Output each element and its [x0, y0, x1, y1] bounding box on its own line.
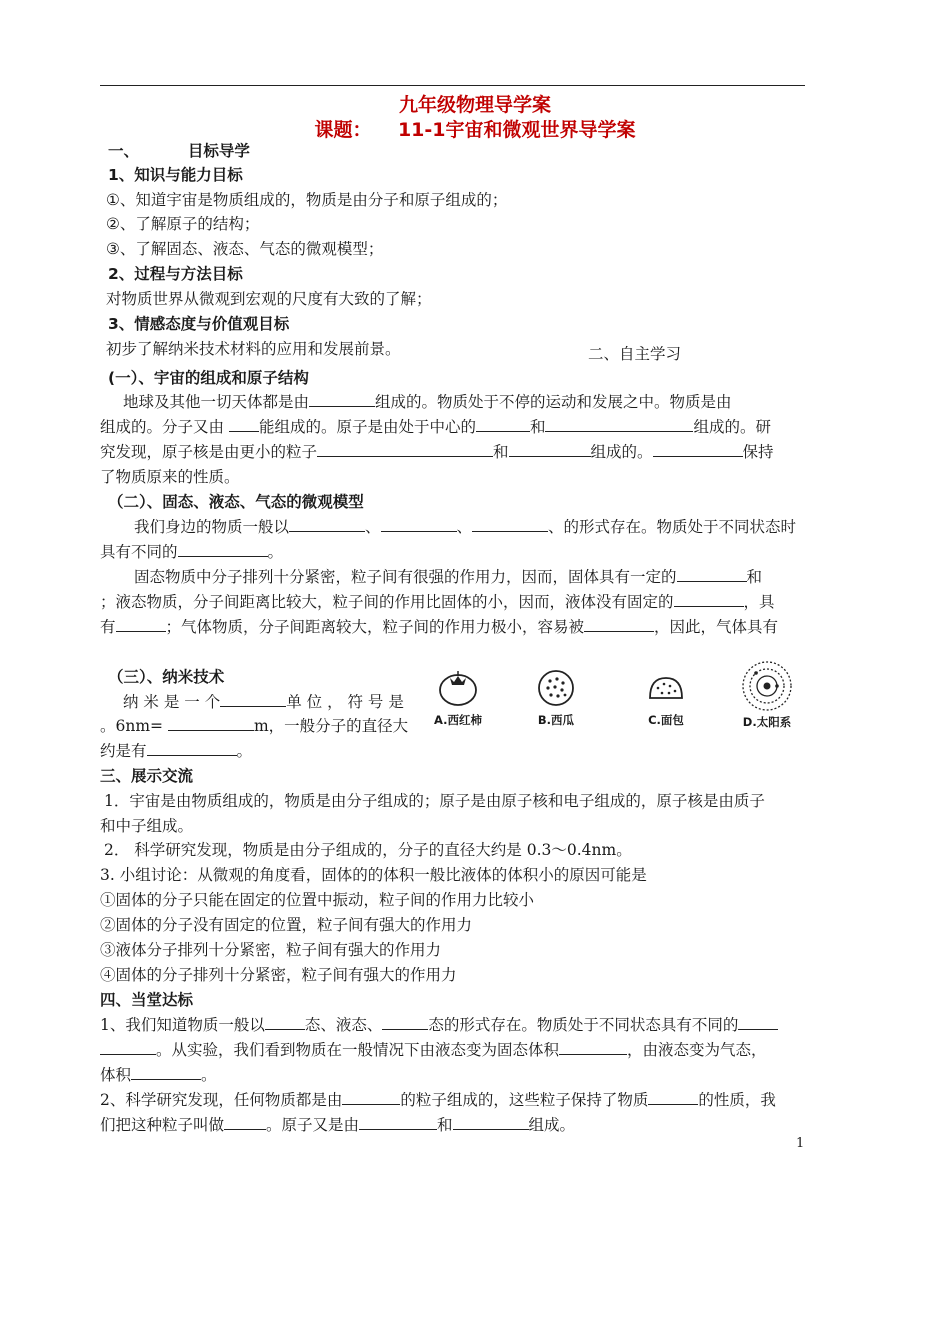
blank[interactable] — [674, 592, 744, 607]
section3-line3: 2． 科学研究发现，物质是由分子组成的，分子的直径大约是 0.3～0.4nm。 — [104, 841, 632, 859]
figure-tomato — [418, 666, 498, 728]
part-b-heading: （二）、固态、液态、气态的微观模型 — [108, 493, 364, 511]
page-title: 九年级物理导学案 — [398, 94, 551, 116]
section4-q1-line1: 1、我们知道物质一般以 态、液态、 态的形式存在。物质处于不同状态具有不同的 — [100, 1013, 810, 1037]
blank[interactable] — [289, 517, 365, 532]
watermelon-icon — [530, 666, 582, 710]
part-c-line1: 纳 米 是 一 个 单 位 ， 符 号 是 — [123, 693, 404, 711]
blank[interactable] — [309, 392, 375, 407]
part-b-line4: ；液态物质，分子间距离比较大，粒子间的作用比固体的小，因而，液体没有固定的 ，具 — [100, 593, 775, 611]
section3-heading: 三、展示交流 — [100, 767, 194, 785]
section1-heading — [108, 139, 818, 163]
section4-q1-line2: 。从实验，我们看到物质在一般情况下由液态变为固态体积 ，由液态变为气态， — [100, 1038, 810, 1062]
section3-line2: 和中子组成。 — [100, 817, 194, 835]
blank[interactable] — [472, 517, 548, 532]
process-goal-1: 对物质世界从微观到宏观的尺度有大致的了解； — [106, 290, 432, 308]
tomato-icon — [432, 666, 484, 710]
section3-line1: 1．宇宙是由物质组成的，物质是由分子组成的；原子是由原子核和电子组成的，原子核是由质子 — [104, 792, 765, 810]
section2-heading: 二、自主学习 — [588, 345, 682, 363]
blank[interactable] — [382, 1015, 428, 1030]
section1-number: 一、 — [108, 142, 140, 160]
bread-icon — [640, 666, 692, 710]
part-a-line4: 了物质原来的性质。 — [100, 468, 240, 486]
top-rule — [100, 85, 805, 86]
blank[interactable] — [559, 1040, 627, 1055]
blank[interactable] — [677, 567, 747, 582]
blank[interactable] — [653, 442, 743, 457]
blank[interactable] — [359, 1115, 437, 1130]
attitude-goal-1: 初步了解纳米技术材料的应用和发展前景。 — [106, 340, 401, 358]
blank[interactable] — [229, 417, 259, 432]
figure-caption: D.太阳系 — [742, 715, 792, 729]
blank[interactable] — [224, 1115, 266, 1130]
part-a-line2: 组成的。分子又由 能组成的。原子是由处于中心的 和 组成的。研 — [100, 418, 771, 436]
section4-q2-line1: 2、科学研究发现，任何物质都是由 的粒子组成的，这些粒子保持了物质 的性质，我 — [100, 1091, 776, 1109]
section3-option4: ④固体的分子排列十分紧密，粒子间有强大的作用力 — [100, 966, 457, 984]
blank[interactable] — [584, 617, 654, 632]
process-goal-heading: 2、过程与方法目标 — [108, 265, 243, 283]
part-c-line3: 约是有 。 — [100, 742, 253, 760]
blank[interactable] — [545, 417, 693, 432]
part-c-line2: 。6nm= m，一般分子的直径大 — [100, 717, 409, 735]
knowledge-goal-3: ③、了解固态、液态、气态的微观模型； — [106, 240, 384, 258]
figure-caption: C.面包 — [648, 713, 684, 727]
section4-heading: 四、当堂达标 — [100, 991, 194, 1009]
knowledge-goal-2: ②、了解原子的结构； — [106, 215, 260, 233]
blank[interactable] — [738, 1015, 778, 1030]
section1-title: 目标导学 — [187, 142, 250, 160]
knowledge-goal-heading: 1、知识与能力目标 — [108, 166, 243, 184]
blank[interactable] — [342, 1090, 400, 1105]
blank[interactable] — [116, 617, 166, 632]
blank[interactable] — [131, 1065, 201, 1080]
figure-bread — [626, 666, 706, 728]
attitude-goal-heading: 3、情感态度与价值观目标 — [108, 315, 290, 333]
part-a-line1: 地球及其他一切天体都是由 组成的。物质处于不停的运动和发展之中。物质是由 — [123, 393, 732, 411]
part-b-line5: 有 ；气体物质，分子间距离较大，粒子间的作用力极小，容易被 ，因此，气体具有 — [100, 618, 779, 636]
section4-q2-line2: 们把这种粒子叫做 。原子又是由 和 组成。 — [100, 1116, 576, 1134]
section3-option2: ②固体的分子没有固定的位置，粒子间有强大的作用力 — [100, 916, 473, 934]
figure-caption: A.西红柿 — [434, 713, 482, 727]
section3-option3: ③液体分子排列十分紧密，粒子间有强大的作用力 — [100, 941, 442, 959]
section4-q1-line3: 体积 。 — [100, 1066, 217, 1084]
blank[interactable] — [168, 716, 254, 731]
lesson-title: 课题： 11-1宇宙和微观世界导学案 — [314, 119, 636, 141]
figure-solar-system — [727, 660, 807, 730]
knowledge-goal-1: ①、知道宇宙是物质组成的，物质是由分子和原子组成的； — [106, 191, 508, 209]
blank[interactable] — [381, 517, 457, 532]
blank[interactable] — [648, 1090, 698, 1105]
blank[interactable] — [147, 741, 237, 756]
page-number: 1 — [796, 1136, 805, 1151]
part-b-line2: 具有不同的 。 — [100, 543, 284, 561]
figure-caption: B.西瓜 — [537, 713, 575, 727]
section3-option1: ①固体的分子只能在固定的位置中振动，粒子间的作用力比较小 — [100, 891, 535, 909]
part-c-heading: （三）、纳米技术 — [108, 668, 225, 686]
blank[interactable] — [453, 1115, 529, 1130]
part-b-line3: 固态物质中分子排列十分紧密，粒子间有很强的作用力，因而，固体具有一定的 和 — [134, 568, 763, 586]
blank[interactable] — [265, 1015, 305, 1030]
blank[interactable] — [476, 417, 530, 432]
part-a-heading: (一）、宇宙的组成和原子结构 — [108, 369, 309, 387]
part-a-line3: 究发现，原子核是由更小的粒子 和 组成的。 保持 — [100, 443, 774, 461]
figure-watermelon — [516, 666, 596, 728]
solar-system-icon — [736, 660, 798, 712]
blank[interactable] — [509, 442, 591, 457]
section3-line4: 3. 小组讨论：从微观的角度看，固体的的体积一般比液体的体积小的原因可能是 — [100, 866, 647, 884]
blank[interactable] — [317, 442, 493, 457]
part-b-line1: 我们身边的物质一般以 、 、 、的形式存在。物质处于不同状态时 — [134, 518, 797, 536]
blank[interactable] — [220, 692, 286, 707]
blank[interactable] — [178, 542, 268, 557]
blank[interactable] — [100, 1040, 156, 1055]
